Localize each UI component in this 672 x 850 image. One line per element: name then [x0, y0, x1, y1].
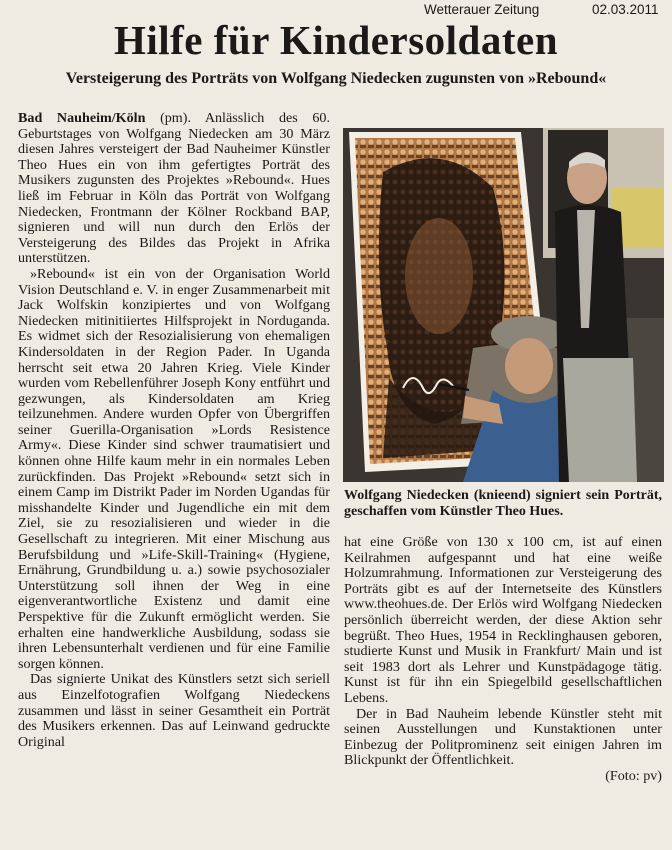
dateline: Bad Nauheim/Köln [18, 110, 146, 126]
paragraph [18, 111, 330, 267]
article-photo [343, 128, 664, 482]
paragraph: Der in Bad Nauheim lebende Künstler steht mit seinen Ausstellungen und Kunstaktionen unter Einbezug der Politprominenz seit einigen Jahren im Blickpunkt der Öffentlichkeit. [344, 705, 662, 769]
paragraph: hat eine Größe von 130 x 100 cm, ist auf einen Keilrahmen aufgespannt und hat eine weiße Holzumrahmung. Informationen zur Versteigerung des Porträts gibt es auf der Internetseite des Künstlers www.theohues.de. Der Erlös wird Wolfgang Niedecken persönlich überreicht werden, der diese Aktion sehr begrüßt. Theo Hues, 1954 in Recklinghausen geboren, studierte Kunst und Musik in Frankfurt/ Main und ist seit 1983 dort als Lehrer und Kunstpädagoge tätig. Kunst ist für ihn ein Spiegelbild gesellschaftlichen Lebens. [344, 534, 662, 706]
subheadline: Versteigerung des Porträts von Wolfgang Niedecken zugunsten von »Rebound« [65, 70, 607, 87]
article-column-right [344, 535, 662, 785]
headline: Hilfe für Kindersoldaten [113, 17, 559, 63]
photo-caption: Wolfgang Niedecken (knieend) signiert sein Porträt, geschaffen vom Künstler Theo Hues. [344, 488, 662, 519]
article-column-left [18, 111, 330, 750]
paragraph-text: (pm). Anlässlich des 60. Geburtstages von Wolfgang Niedecken am 30 März diesen Jahres versteigert der Bad Nauheimer Künstler Theo Hues ein von ihm gefertigtes Porträt des Musikers zugunsten des Projektes »Rebound«. Hues ließ im Februar in Köln das Porträt von Wolfgang Niedecken, Frontmann der Kölner Rockband BAP, signieren und will nun durch den Erlös der Versteigerung des Bildes das Projekt in Afrika unterstützen. [18, 110, 330, 267]
photo-credit: (Foto: pv) [605, 767, 662, 784]
paragraph: Das signierte Unikat des Künstlers setzt sich seriell aus Einzelfotografien Wolfgang Niedeckens zusammen und lässt in seiner Gesamtheit ein Porträt des Musikers erkennen. Das auf Leinwand gedruckte Original [18, 671, 330, 750]
publication-date: 02.03.2011 [592, 2, 659, 17]
paragraph: »Rebound« ist ein von der Organisation World Vision Deutschland e. V. in enger Zusammenarbeit mit Jack Wolfskin konzipiertes und von Wolfgang Niedecken mitinitiiertes Hilfsprojekt in Norduganda. Es widmet sich der Resozialisierung von ehemaligen Kindersoldaten in der Region Pader. In Uganda herrscht seit etwa 20 Jahren Krieg. Viele Kinder wurden vom Rebellenführer Joseph Kony entführt und gezwungen, als Kindersoldaten am Krieg teilzunehmen. Andere wurden Opfer von Übergriffen seiner Guerilla-Organisation »Lords Resistence Army«. Diese Kinder sind schwer traumatisiert und können ohne Hilfe kaum mehr in ein normales Leben zurückfinden. Das Projekt »Rebound« setzt sich in einem Camp im Distrikt Pader im Norden Ugandas für misshandelte Kinder und Jugendliche ein mit dem Ziel, sie zu resozialisieren und wieder in die Gesellschaft zu integrieren. Mit einer Mischung aus Berufsbildung und »Life-Skill-Training« (Hygiene, Ernährung, Grundbildung u. a.) sowie psychosozialer Unterstützung soll ihnen der Weg in eine eigenverantwortliche Existenz und damit eine Perspektive für die Zukunft ermöglicht werden. Sie erhalten eine handwerkliche Ausbildung, sodass sie ihren Lebensunterhalt verdienen und für eine Familie sorgen können. [18, 265, 330, 672]
newspaper-name: Wetterauer Zeitung [424, 2, 540, 17]
